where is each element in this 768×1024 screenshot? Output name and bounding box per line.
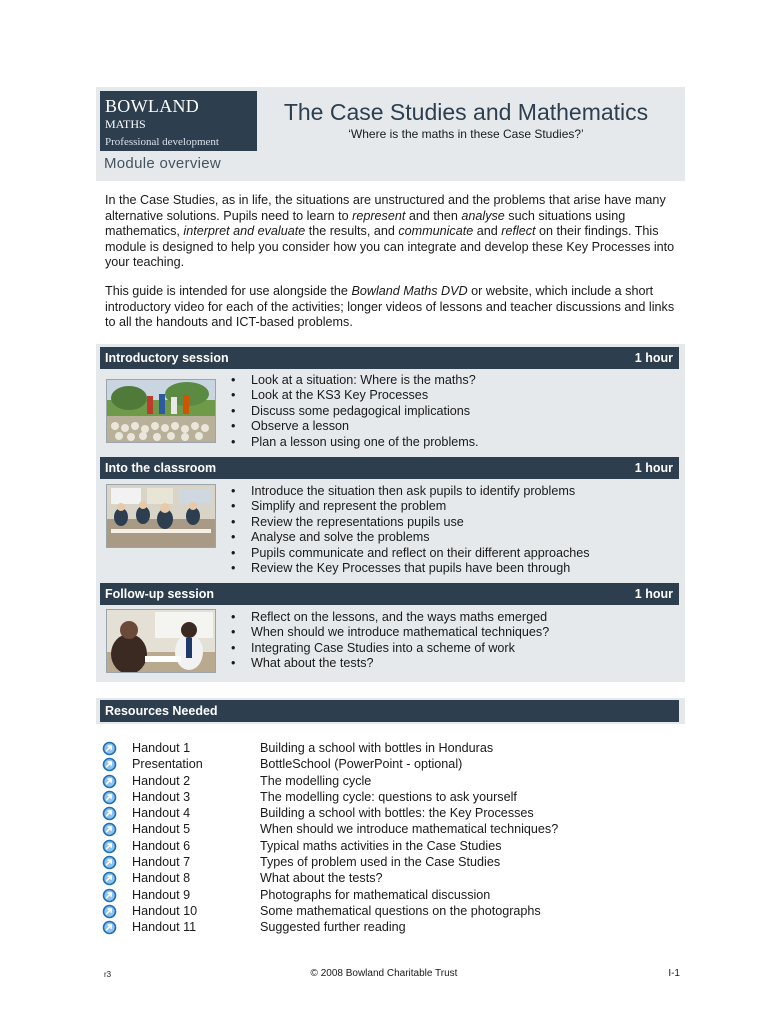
emphasis-text: interpret and evaluate [183,224,306,238]
session-1-bullets [230,373,479,450]
list-item: • Discuss some pedagogical implications [230,404,479,419]
link-arrow-icon[interactable] [102,822,117,837]
intro-paragraph-1 [105,193,675,271]
resource-id: Handout 9 [132,887,191,902]
page-subtitle: ‘Where is the maths in these Case Studies?’ [348,127,584,141]
photo-outdoor-bottles [106,379,216,443]
session-bar-follow-up [100,583,679,605]
emphasis-text: Bowland Maths DVD [351,284,468,298]
list-item: • Observe a lesson [230,419,479,434]
session-duration: 1 hour [634,461,673,475]
list-item: • When should we introduce mathematical techniques? [230,625,549,640]
resource-description: Some mathematical questions on the photographs [260,903,541,918]
resource-description: Typical maths activities in the Case Studies [260,838,502,853]
bowland-logo [100,91,257,151]
body-text: or website, which include a short introductory video for each of the activities; longer videos of lessons and teacher discussions and links to all the handouts and ICT-based problems. [105,284,675,329]
footer-copyright: © 2008 Bowland Charitable Trust [310,968,458,979]
footer-revision: r3 [104,970,112,979]
resource-id: Handout 1 [132,741,191,755]
logo-line-1: BOWLAND [105,96,200,116]
resource-id: Handout 3 [132,789,191,804]
resource-id: Handout 5 [132,822,191,837]
session-name: Introductory session [105,351,229,365]
list-item: • Review the Key Processes that pupils have been through [230,561,590,576]
resource-id: Handout 10 [132,903,198,918]
resource-id: Presentation [132,757,203,772]
logo-line-3: Professional development [105,136,219,148]
resources-heading: Resources Needed [105,704,218,718]
footer-page-number: I-1 [668,968,680,979]
resource-id: Handout 7 [132,855,191,870]
link-arrow-icon[interactable] [102,774,117,789]
session-name: Into the classroom [105,461,217,475]
resource-row[interactable] [102,773,662,789]
resource-row[interactable] [102,887,662,903]
resource-description: Types of problem used in the Case Studies [260,855,501,870]
body-text: such situations using mathematics, [105,208,626,238]
resource-row[interactable] [102,903,662,919]
resource-row[interactable] [102,789,662,805]
link-arrow-icon[interactable] [102,855,117,870]
resource-id: Handout 8 [132,871,191,886]
list-item: • Look at a situation: Where is the maths? [230,373,479,388]
emphasis-text: reflect [501,224,536,238]
emphasis-text: analyse [461,208,505,223]
list-item: • Look at the KS3 Key Processes [230,388,479,403]
list-item: • Simplify and represent the problem [230,499,590,514]
resource-row[interactable] [102,838,662,854]
list-item: • Analyse and solve the problems [230,530,590,545]
resource-row[interactable] [102,870,662,886]
resources-header-panel [96,698,685,724]
resource-description: The modelling cycle: questions to ask yourself [260,789,517,804]
body-text: on their findings. This module is designed to help you consider how you can integrate and develop these Key Processes into your teaching. [105,224,675,269]
resource-description: Suggested further reading [260,920,406,935]
emphasis-text: represent [352,208,406,223]
body-text: and then [405,208,462,223]
link-arrow-icon[interactable] [102,888,117,903]
resource-description: What about the tests? [260,871,383,886]
session-bar-classroom [100,457,679,479]
list-item: • Integrating Case Studies into a scheme of work [230,641,549,656]
resource-row[interactable] [102,821,662,837]
resource-row[interactable] [102,805,662,821]
list-item: • Plan a lesson using one of the problems. [230,435,479,450]
list-item: • Pupils communicate and reflect on their different approaches [230,546,590,561]
link-arrow-icon[interactable] [102,757,117,772]
list-item: • Introduce the situation then ask pupils to identify problems [230,484,590,499]
emphasis-text: communicate [398,224,474,238]
resource-id: Handout 11 [132,920,197,935]
body-text: In the Case Studies, as in life, the situations are unstructured and the problems that arise have many alternative solutions. Pupils need to learn to [105,193,666,223]
sessions-panel [96,344,685,682]
list-item: • Reflect on the lessons, and the ways maths emerged [230,610,549,625]
session-name: Follow-up session [105,587,215,601]
link-arrow-icon[interactable] [102,904,117,919]
resource-description: The modelling cycle [260,773,372,788]
module-label: Module overview [104,155,222,172]
session-bar-introductory [100,347,679,369]
resource-row[interactable] [102,740,662,756]
session-duration: 1 hour [634,351,673,365]
resources-list [102,740,662,936]
link-arrow-icon[interactable] [102,741,117,756]
link-arrow-icon[interactable] [102,806,117,821]
link-arrow-icon[interactable] [102,920,117,935]
photo-teacher-discussion [106,609,216,673]
session-3-bullets [230,610,549,672]
session-2-bullets [230,484,590,576]
resource-id: Handout 4 [132,806,191,821]
resource-row[interactable] [102,756,662,772]
resources-bar [100,700,679,722]
resource-description: Building a school with bottles: the Key Processes [260,806,534,821]
list-item: • What about the tests? [230,656,549,671]
intro-paragraph-2 [105,284,675,331]
page-title: The Case Studies and Mathematics [283,99,649,125]
resource-id: Handout 6 [132,838,191,853]
list-item: • Review the representations pupils use [230,515,590,530]
resource-description: Photographs for mathematical discussion [260,887,491,902]
resource-row[interactable] [102,919,662,935]
body-text: and [473,224,502,238]
session-duration: 1 hour [634,587,673,601]
resource-description: BottleSchool (PowerPoint - optional) [260,757,463,772]
link-arrow-icon[interactable] [102,839,117,854]
resource-description: When should we introduce mathematical techniques? [260,822,559,837]
body-text: This guide is intended for use alongside the [105,284,352,298]
link-arrow-icon[interactable] [102,790,117,805]
resource-description: Building a school with bottles in Honduras [260,741,494,755]
resource-id: Handout 2 [132,773,191,788]
link-arrow-icon[interactable] [102,871,117,886]
photo-classroom [106,484,216,548]
header-panel [96,87,685,181]
body-text: the results, and [305,224,399,238]
logo-line-2: MATHS [105,117,146,131]
resource-row[interactable] [102,854,662,870]
